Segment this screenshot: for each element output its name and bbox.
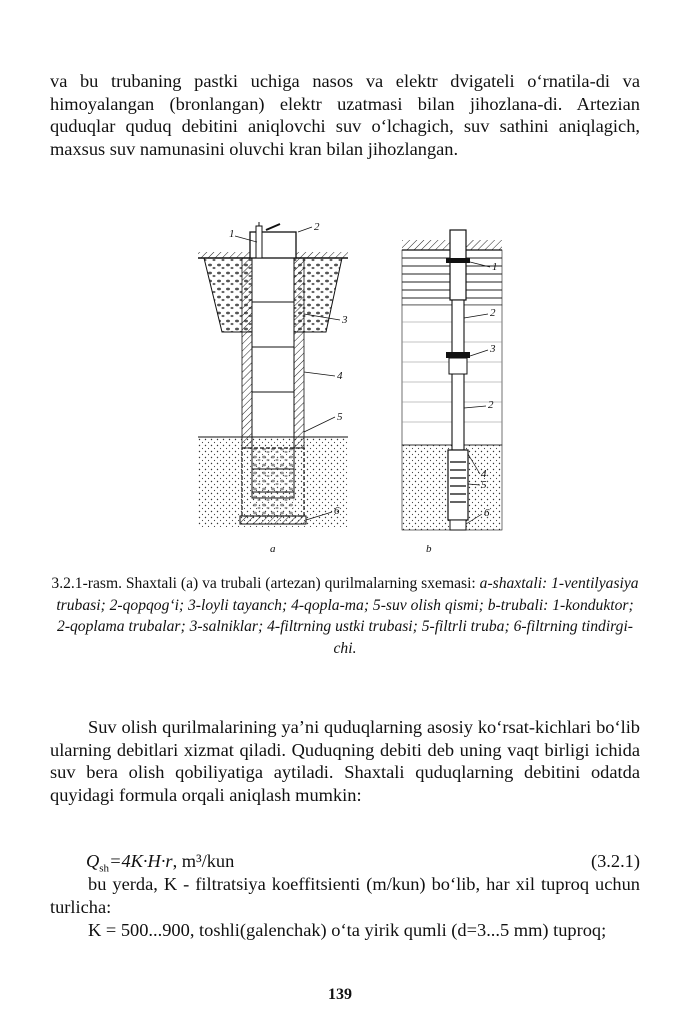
a-label-6: 6 bbox=[334, 505, 340, 517]
b-label-5: 5 bbox=[481, 479, 487, 491]
b-label-4: 4 bbox=[481, 468, 487, 480]
figure-caption bbox=[50, 573, 640, 659]
caption-title: 3.2.1-rasm. Shaxtali (a) va trubali (artezan) qurilmalarning sxemasi: bbox=[51, 575, 476, 592]
a-label-2: 2 bbox=[314, 222, 320, 233]
a-label-3: 3 bbox=[342, 314, 348, 326]
formula-unit: , m³/kun bbox=[172, 851, 235, 871]
formula-subscript: sh bbox=[99, 862, 110, 875]
body-paragraph-3: bu yerda, K - filtratsiya koeffitsienti (m/kun) bo‘lib, har xil tuproq uchun turlicha: bbox=[50, 874, 640, 917]
a-label-4: 4 bbox=[337, 370, 343, 382]
a-label-1: 1 bbox=[229, 228, 235, 240]
shaft-well-scheme bbox=[198, 222, 348, 555]
scheme-b-label: b bbox=[426, 543, 432, 555]
body-paragraph-2: Suv olish qurilmalarining ya’ni quduqlarning asosiy ko‘rsat-kichlari bo‘lib ularning debitlari xizmat qiladi. Quduqning debiti deb uning vaqt birligi ichida suv bera olish qobiliyatiga aytiladi. Shaxtali quduqlarning debitini odatda quyidagi formula orqali aniqlash mumkin: bbox=[50, 717, 640, 805]
formula-number: (3.2.1) bbox=[590, 851, 640, 871]
a-label-5: 5 bbox=[337, 411, 343, 423]
caption-items: a-shaxtali: 1-ventilyasiya trubasi; 2-qopqog‘i; 3-loyli tayanch; 4-qopla-ma; 5-suv olish qismi; b-trubali: 1-konduktor; 2-qoplama trubalar; 3-salniklar; 4-filtrning ustki trubasi; 5-filtrli truba; 6-filtrning tindirgi-chi. bbox=[56, 575, 639, 657]
well-schemes-figure bbox=[180, 222, 510, 567]
b-label-2b: 2 bbox=[488, 399, 494, 411]
body-paragraph-4: K = 500...900, toshli(galenchak) o‘ta yirik qumli (d=3...5 mm) tuproq; bbox=[88, 920, 607, 940]
scheme-a-label: a bbox=[270, 543, 276, 555]
tube-well-scheme bbox=[402, 230, 502, 555]
b-label-6: 6 bbox=[484, 507, 490, 519]
body-paragraph-1: va bu trubaning pastki uchiga nasos va elektr dvigateli o‘rnatila-di va himoyalangan (bronlangan) elektr uzatmasi bilan jihozlana-di. Artezian quduqlar quduq debitini aniqlovchi suv o‘lchagich, suv sathini aniqlagich, maxsus suv namunasini oluvchi kran bilan jihozlangan. bbox=[50, 71, 640, 159]
formula-q: Q bbox=[86, 851, 100, 871]
b-label-2: 2 bbox=[490, 307, 496, 319]
page-number: 139 bbox=[328, 986, 352, 1003]
formula-body: =4K·H·r bbox=[109, 851, 173, 871]
b-label-1: 1 bbox=[492, 261, 498, 273]
b-label-3: 3 bbox=[490, 343, 496, 355]
